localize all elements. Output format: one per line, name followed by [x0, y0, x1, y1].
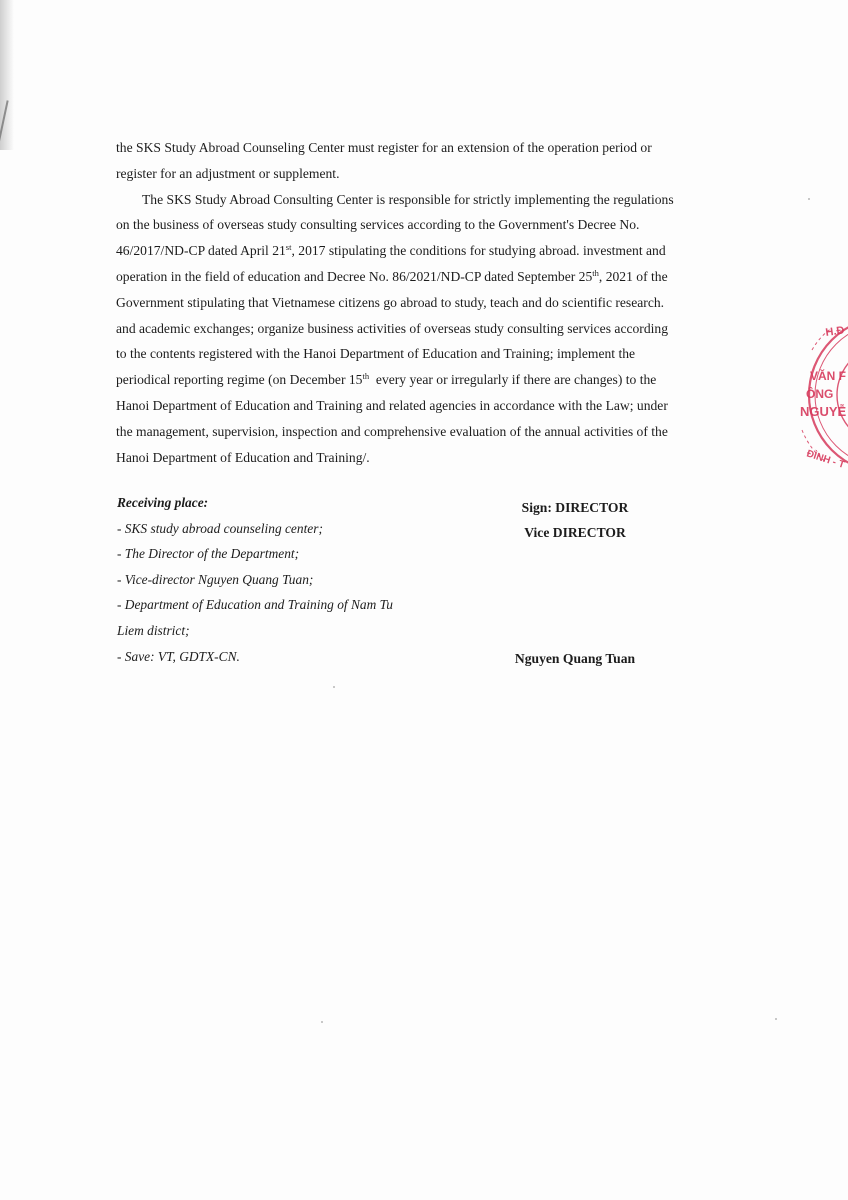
- scan-speck: [321, 1021, 323, 1023]
- scan-speck: [775, 1018, 777, 1020]
- official-seal-stamp: [792, 310, 848, 480]
- receiving-place-heading: Receiving place:: [117, 495, 209, 510]
- recipient-item: - SKS study abroad counseling center;: [117, 520, 323, 536]
- recipient-item: - The Director of the Department;: [117, 546, 300, 562]
- signer-name: Nguyen Quang Tuan: [514, 651, 636, 666]
- ordinal-suffix: th: [362, 371, 370, 382]
- text-segment: 46/2017/ND-CP dated April 21: [116, 243, 286, 259]
- paragraph-responsibilities: [116, 187, 716, 471]
- text-segment: every year or irregularly if there are changes) to the: [369, 372, 657, 388]
- text-line: on the business of overseas study consulting services according to the Government's Decree No.: [116, 217, 640, 233]
- stamp-text-top: H.Đ: [824, 324, 846, 339]
- receiving-place-block: [117, 490, 437, 669]
- text-line: register for an adjustment or supplement.: [116, 165, 340, 181]
- scan-speck: [808, 198, 810, 200]
- recipient-item: - Save: VT, GDTX-CN.: [117, 648, 240, 664]
- text-segment: , 2021 of the: [598, 268, 668, 284]
- text-segment: operation in the field of education and Decree No. 86/2021/ND-CP dated September 25: [116, 268, 593, 284]
- text-line: the management, supervision, inspection and comprehensive evaluation of the annual activities of the: [116, 423, 668, 439]
- recipient-item: - Vice-director Nguyen Quang Tuan;: [117, 571, 314, 587]
- text-line: Government stipulating that Vietnamese citizens go abroad to study, teach and do scientific research.: [116, 294, 665, 310]
- stamp-text-line: NGUYỄ: [800, 404, 847, 419]
- text-line: Hanoi Department of Education and Training/.: [116, 449, 370, 465]
- text-line: to the contents registered with the Hanoi Department of Education and Training; implement the: [116, 346, 636, 362]
- stamp-text-line: ÔNG: [806, 387, 834, 401]
- text-line: and academic exchanges; organize business activities of overseas study consulting services according: [116, 320, 669, 336]
- stamp-text-line: VĂN F: [810, 369, 846, 383]
- stamp-text-bottom: ĐÌNH - T: [805, 448, 846, 472]
- text-segment: , 2017 stipulating the conditions for studying abroad. investment and: [291, 243, 666, 259]
- text-line: Hanoi Department of Education and Training and related agencies in accordance with the Law; under: [116, 397, 668, 413]
- paragraph-continuation: [116, 135, 716, 187]
- sign-director-line: Sign: DIRECTOR: [521, 500, 629, 515]
- document-body: [116, 135, 716, 470]
- text-line: [116, 238, 716, 264]
- text-line: [116, 264, 716, 290]
- text-segment: periodical reporting regime (on December 15: [116, 372, 363, 388]
- text-line: the SKS Study Abroad Counseling Center must register for an extension of the operation period or: [116, 140, 652, 155]
- recipient-item: Liem district;: [117, 622, 190, 638]
- text-line: [116, 367, 716, 393]
- vice-director-line: Vice DIRECTOR: [524, 525, 626, 540]
- ordinal-suffix: st: [285, 242, 292, 253]
- signature-title-block: [490, 495, 660, 545]
- recipient-item: - Department of Education and Training of Nam Tu: [117, 597, 394, 613]
- ordinal-suffix: th: [592, 267, 599, 278]
- text-line: The SKS Study Abroad Consulting Center is responsible for strictly implementing the regulations: [142, 191, 674, 207]
- scan-speck: [333, 686, 335, 688]
